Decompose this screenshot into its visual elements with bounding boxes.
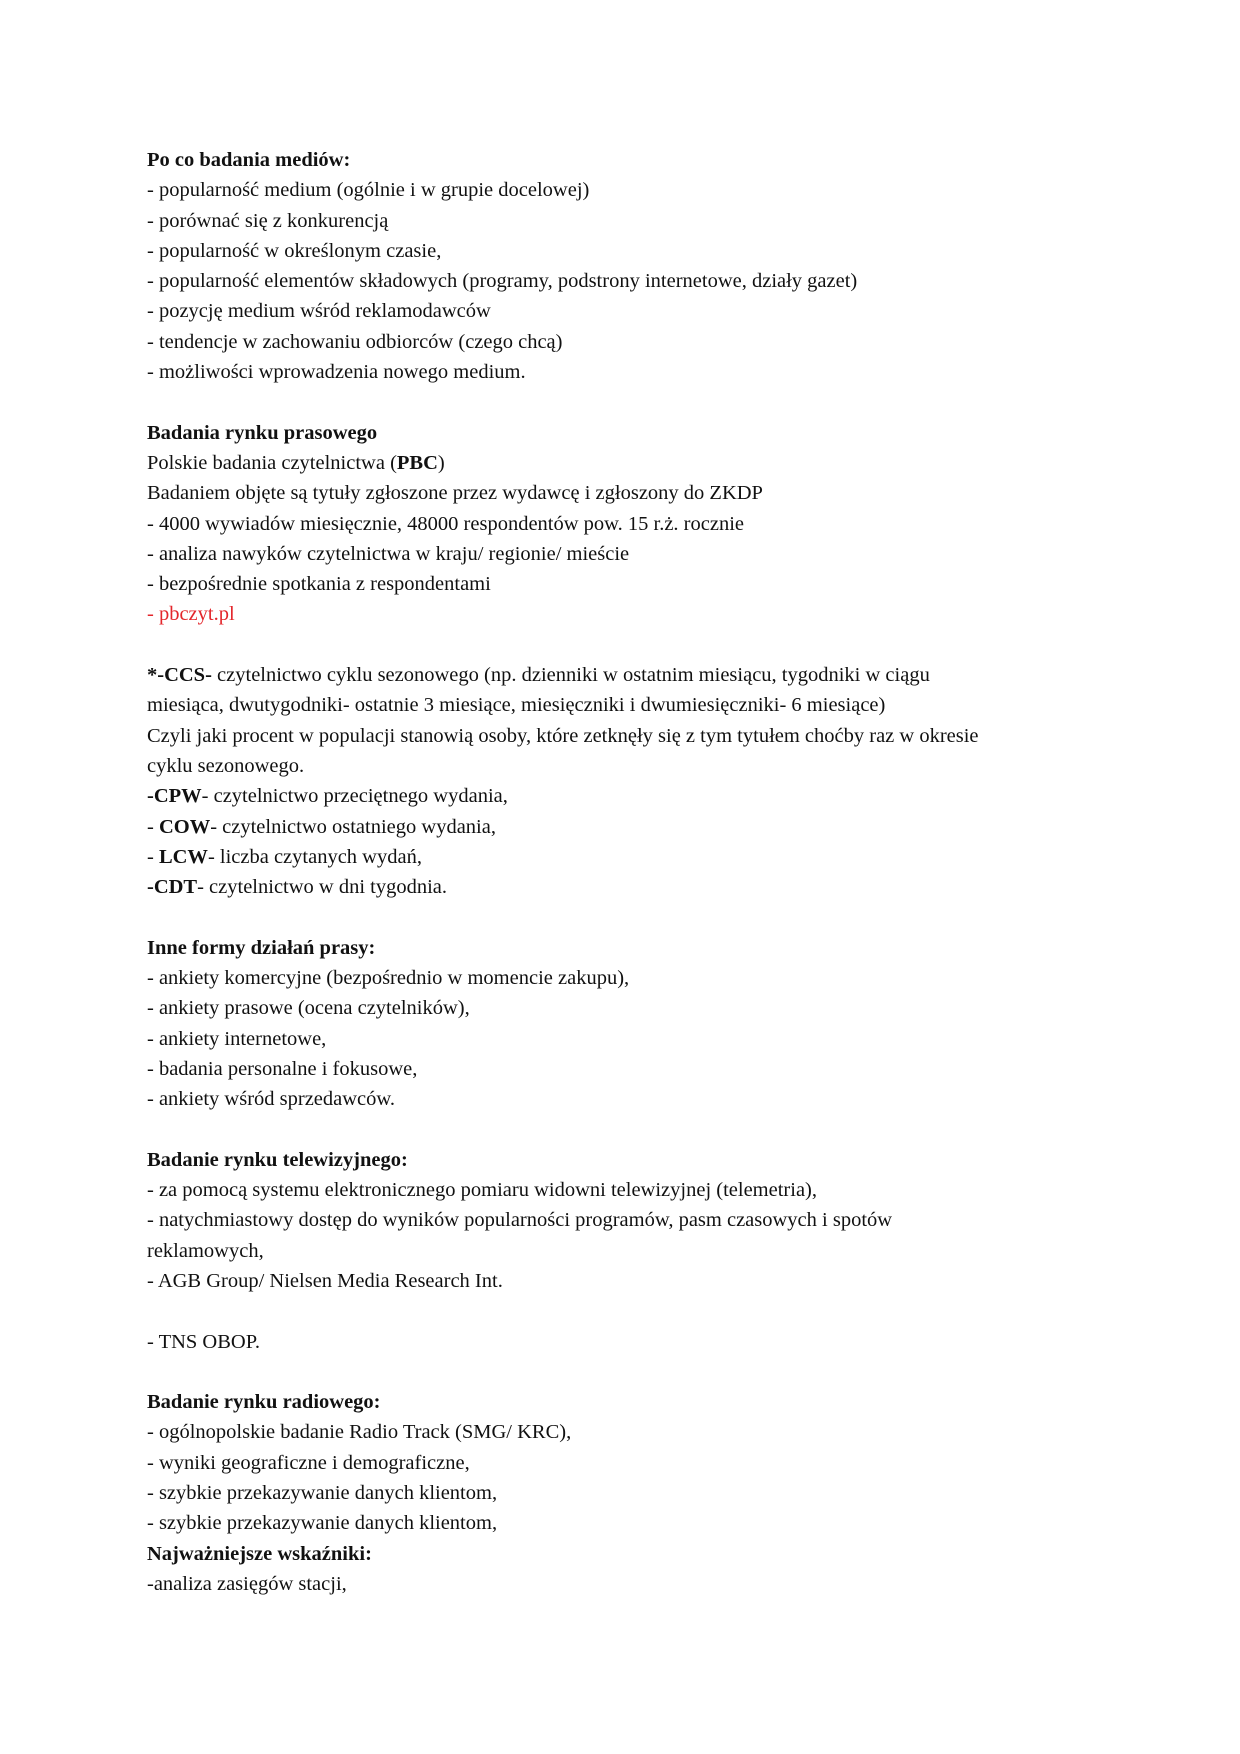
- section-heading-media-research: Po co badania mediów:: [147, 149, 351, 171]
- list-item: - pozycję medium wśród reklamodawców: [147, 300, 491, 323]
- pbczyt-link[interactable]: - pbczyt.pl: [147, 603, 235, 626]
- section-heading-other-press-forms: Inne formy działań prasy:: [147, 936, 376, 959]
- ccs-description-cont: miesiąca, dwutygodniki- ostatnie 3 miesiące, miesięczniki i dwumiesięczniki- 6 miesiące): [147, 694, 886, 717]
- pbc-line: [147, 448, 1097, 478]
- list-item: - ankiety wśród sprzedawców.: [147, 1088, 396, 1111]
- cdt-line: [147, 872, 1097, 902]
- cpw-term: -CPW: [147, 785, 202, 808]
- list-item: - analiza nawyków czytelnictwa w kraju/ regionie/ mieście: [147, 542, 630, 565]
- lcw-prefix: -: [147, 845, 159, 868]
- ccs-explanation: Czyli jaki procent w populacji stanowią osoby, które zetknęły się z tym tytułem choćby raz w okresie: [147, 724, 979, 747]
- list-item: - wyniki geograficzne i demograficzne,: [147, 1451, 470, 1474]
- pbc-suffix: ): [437, 451, 445, 474]
- list-item: - popularność medium (ogólnie i w grupie docelowej): [147, 179, 590, 202]
- list-item: - szybkie przekazywanie danych klientom,: [147, 1482, 498, 1505]
- list-item: - ogólnopolskie badanie Radio Track (SMG/ KRC),: [147, 1421, 572, 1444]
- list-item: - ankiety internetowe,: [147, 1027, 327, 1050]
- list-item: - możliwości wprowadzenia nowego medium.: [147, 361, 526, 384]
- cow-line: [147, 812, 1097, 842]
- lcw-line: [147, 842, 1097, 872]
- pbc-prefix: Polskie badania czytelnictwa (: [147, 451, 397, 474]
- cow-prefix: -: [147, 815, 159, 838]
- lcw-description: - liczba czytanych wydań,: [207, 845, 422, 868]
- cow-term: COW: [158, 815, 211, 838]
- list-item: - szybkie przekazywanie danych klientom,: [147, 1512, 498, 1535]
- list-item: - bezpośrednie spotkania z respondentami: [147, 573, 491, 596]
- spacer: [147, 630, 1097, 660]
- list-item: - popularność elementów składowych (programy, podstrony internetowe, działy gazet): [147, 270, 858, 293]
- press-intro: Badaniem objęte są tytuły zgłoszone przez wydawcę i zgłoszony do ZKDP: [147, 482, 763, 505]
- spacer: [147, 902, 1097, 932]
- list-item: - popularność w określonym czasie,: [147, 239, 442, 262]
- list-item: - porównać się z konkurencją: [147, 209, 389, 232]
- ccs-description: czytelnictwo cyklu sezonowego (np. dzienniki w ostatnim miesiącu, tygodniki w ciągu: [211, 664, 930, 687]
- spacer: [147, 1357, 1097, 1387]
- subheading-key-indicators: Najważniejsze wskaźniki:: [147, 1542, 372, 1565]
- list-item: - badania personalne i fokusowe,: [147, 1057, 418, 1080]
- list-item: - TNS OBOP.: [147, 1330, 260, 1353]
- list-item: - za pomocą systemu elektronicznego pomiaru widowni telewizyjnej (telemetria),: [147, 1179, 817, 1202]
- ccs-line: [147, 660, 1097, 690]
- spacer: [147, 1115, 1097, 1145]
- list-item: - ankiety prasowe (ocena czytelników),: [147, 997, 470, 1020]
- document-body: [147, 145, 1097, 1599]
- ccs-term: *-CCS-: [147, 664, 212, 687]
- cpw-description: - czytelnictwo przeciętnego wydania,: [201, 785, 508, 808]
- cow-description: - czytelnictwo ostatniego wydania,: [210, 815, 496, 838]
- list-item: - natychmiastowy dostęp do wyników popularności programów, pasm czasowych i spotów: [147, 1209, 893, 1232]
- list-item: - tendencje w zachowaniu odbiorców (czego chcą): [147, 330, 563, 353]
- list-item: -analiza zasięgów stacji,: [147, 1572, 347, 1595]
- section-heading-tv-market: Badanie rynku telewizyjnego:: [147, 1148, 408, 1171]
- lcw-term: LCW: [158, 845, 208, 868]
- section-heading-radio-market: Badanie rynku radiowego:: [147, 1391, 381, 1414]
- pbc-abbreviation: PBC: [396, 451, 438, 474]
- spacer: [147, 1296, 1097, 1326]
- list-item: - 4000 wywiadów miesięcznie, 48000 respondentów pow. 15 r.ż. rocznie: [147, 512, 745, 535]
- list-item: - ankiety komercyjne (bezpośrednio w momencie zakupu),: [147, 967, 630, 990]
- spacer: [147, 387, 1097, 417]
- list-item: - AGB Group/ Nielsen Media Research Int.: [147, 1269, 503, 1292]
- ccs-explanation-cont: cyklu sezonowego.: [147, 754, 305, 777]
- section-heading-press-market: Badania rynku prasowego: [147, 421, 378, 444]
- cdt-description: - czytelnictwo w dni tygodnia.: [197, 876, 448, 899]
- cpw-line: [147, 781, 1097, 811]
- cdt-term: -CDT: [147, 876, 198, 899]
- list-item-cont: reklamowych,: [147, 1239, 264, 1262]
